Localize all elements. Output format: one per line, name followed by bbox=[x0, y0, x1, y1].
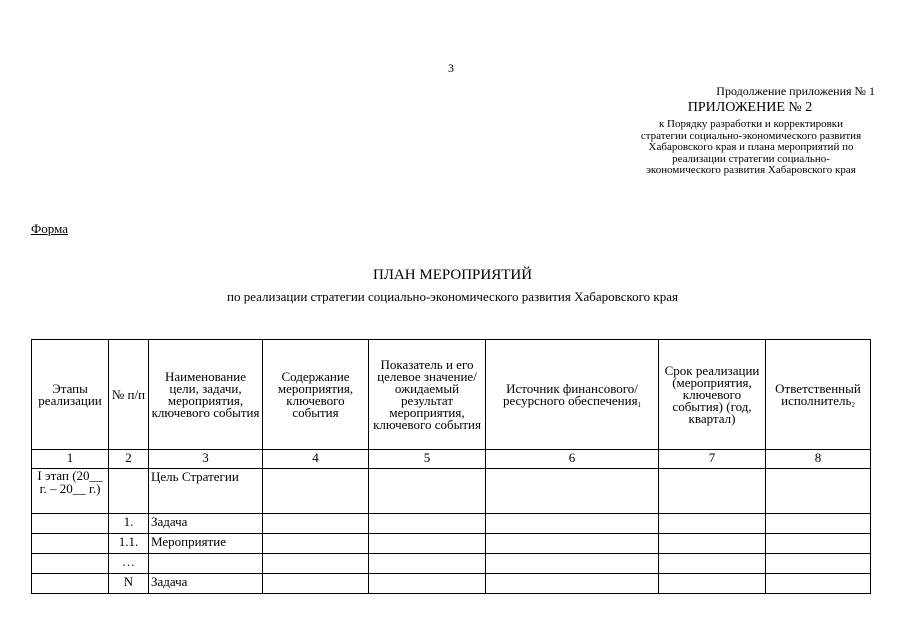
page-number: 3 bbox=[448, 61, 454, 75]
footnote-marker: 1 bbox=[637, 400, 642, 409]
empty-cell bbox=[766, 554, 871, 574]
empty-cell bbox=[369, 574, 486, 594]
number-cell: 1.1. bbox=[109, 534, 149, 554]
empty-cell bbox=[766, 534, 871, 554]
number-cell bbox=[109, 469, 149, 514]
column-number: 1 bbox=[32, 450, 109, 469]
empty-cell bbox=[659, 469, 766, 514]
number-cell: N bbox=[109, 574, 149, 594]
empty-cell bbox=[263, 554, 369, 574]
column-number: 5 bbox=[369, 450, 486, 469]
column-number: 2 bbox=[109, 450, 149, 469]
name-cell: Задача bbox=[149, 574, 263, 594]
plan-subtitle: по реализации стратегии социально-экономического развития Хабаровского края bbox=[227, 289, 678, 304]
empty-cell bbox=[659, 574, 766, 594]
empty-cell bbox=[369, 554, 486, 574]
header-cell: Содержание мероприятия, ключевого события bbox=[263, 340, 369, 450]
column-number: 6 bbox=[486, 450, 659, 469]
empty-cell bbox=[486, 574, 659, 594]
name-cell: Мероприятие bbox=[149, 534, 263, 554]
stage-cell bbox=[32, 534, 109, 554]
column-number: 8 bbox=[766, 450, 871, 469]
table-row bbox=[32, 554, 871, 574]
header-cell: Показатель и его целевое значение/ ожидаемый результат мероприятия, ключевого события bbox=[369, 340, 486, 450]
empty-cell bbox=[766, 574, 871, 594]
stage-cell bbox=[32, 514, 109, 534]
header-cell: Ответственный исполнитель$^2$ bbox=[766, 340, 871, 450]
empty-cell bbox=[369, 534, 486, 554]
header-cell: № п/п bbox=[109, 340, 149, 450]
footnote-marker: 2 bbox=[851, 400, 855, 409]
plan-table bbox=[31, 339, 871, 594]
empty-cell bbox=[659, 534, 766, 554]
table-row bbox=[32, 574, 871, 594]
empty-cell bbox=[263, 469, 369, 514]
plan-title: ПЛАН МЕРОПРИЯТИЙ bbox=[372, 267, 533, 283]
empty-cell bbox=[659, 514, 766, 534]
name-cell: Задача bbox=[149, 514, 263, 534]
continuation-note: Продолжение приложения № 1 bbox=[716, 84, 875, 98]
empty-cell bbox=[486, 469, 659, 514]
form-label: Форма bbox=[31, 221, 68, 236]
header-cell: Срок реализации (мероприятия, ключевого события) (год, квартал) bbox=[659, 340, 766, 450]
column-number-row bbox=[32, 450, 871, 469]
empty-cell bbox=[766, 469, 871, 514]
empty-cell bbox=[369, 469, 486, 514]
table-row bbox=[32, 514, 871, 534]
header-row bbox=[32, 340, 871, 450]
name-cell bbox=[149, 554, 263, 574]
column-number: 7 bbox=[659, 450, 766, 469]
empty-cell bbox=[486, 514, 659, 534]
number-cell: 1. bbox=[109, 514, 149, 534]
empty-cell bbox=[263, 574, 369, 594]
empty-cell bbox=[486, 534, 659, 554]
table-row bbox=[32, 534, 871, 554]
empty-cell bbox=[766, 514, 871, 534]
appendix-description: к Порядку разработки и корректировки стратегии социально-экономического развития Хабаровского края и плана мероприятий по реализации стратегии социально-экономического развития Хабаровского края bbox=[640, 118, 862, 176]
column-number: 4 bbox=[263, 450, 369, 469]
stage-cell: I этап (20__ г. – 20__ г.) bbox=[32, 469, 109, 514]
header-cell: Наименование цели, задачи, мероприятия, ключевого события bbox=[149, 340, 263, 450]
stage-cell bbox=[32, 574, 109, 594]
empty-cell bbox=[659, 554, 766, 574]
appendix-title: ПРИЛОЖЕНИЕ № 2 bbox=[687, 100, 813, 115]
empty-cell bbox=[486, 554, 659, 574]
header-cell: Этапы реализации bbox=[32, 340, 109, 450]
empty-cell bbox=[263, 514, 369, 534]
stage-cell bbox=[32, 554, 109, 574]
empty-cell bbox=[369, 514, 486, 534]
table-row bbox=[32, 469, 871, 514]
column-number: 3 bbox=[149, 450, 263, 469]
number-cell: … bbox=[109, 554, 149, 574]
name-cell: Цель Стратегии bbox=[149, 469, 263, 514]
empty-cell bbox=[263, 534, 369, 554]
header-cell: Источник финансового/ ресурсного обеспечения$^1$ bbox=[486, 340, 659, 450]
